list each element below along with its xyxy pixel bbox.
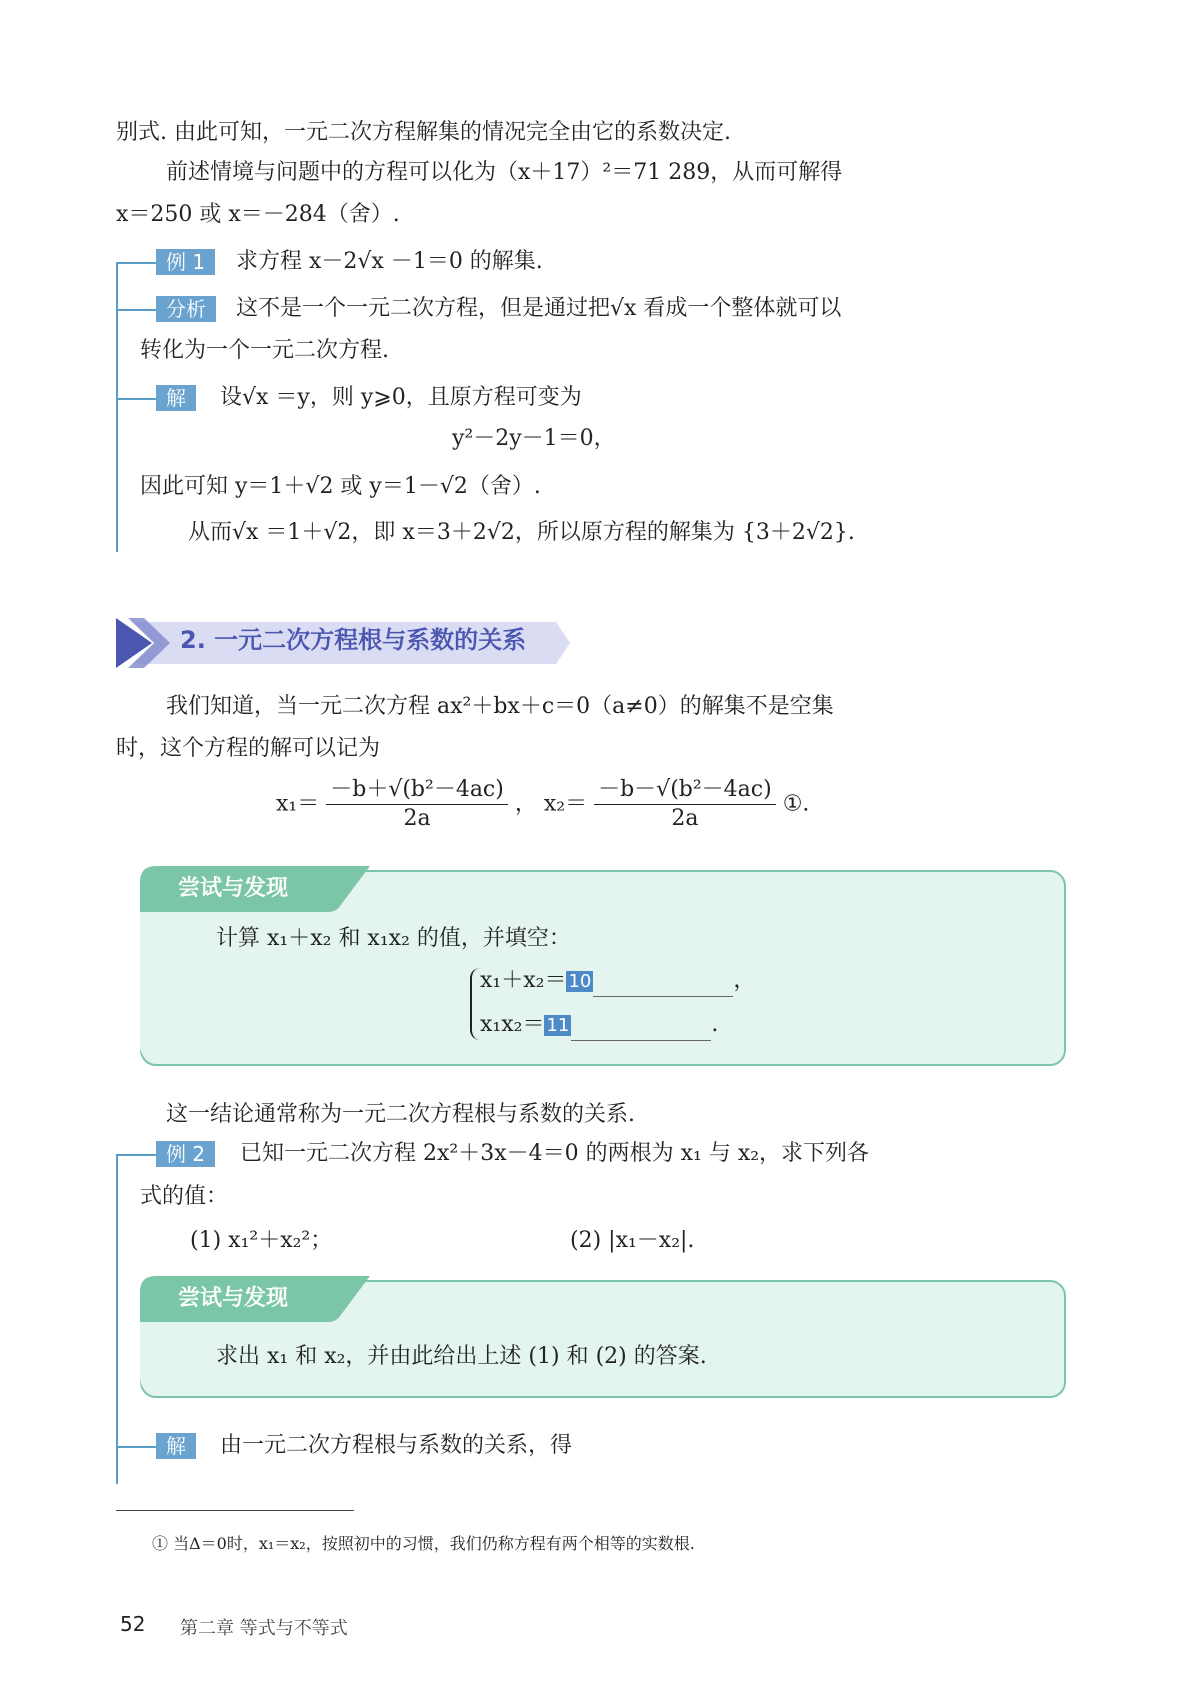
sum-value-field[interactable]: 10 (568, 971, 592, 992)
formula-separator: ， (514, 791, 537, 817)
x2-numerator: －b－√(b²－4ac) (594, 776, 776, 805)
solution1-line-2: 因此可知 y＝1＋√2 或 y＝1－√2（舍）. (140, 474, 541, 499)
product-value-field[interactable]: 11 (546, 1015, 570, 1036)
solution1-tag-connector (116, 398, 156, 400)
footnote: ① 当Δ＝0时，x₁＝x₂，按照初中的习惯，我们仍称方程有两个相等的实数根. (152, 1534, 695, 1553)
solution1-line-3: 从而√x ＝1＋√2，即 x＝3＋2√2，所以原方程的解集为 {3＋2√2}. (188, 520, 855, 545)
solution2-tag-connector (116, 1446, 156, 1448)
section-title: 2. 一元二次方程根与系数的关系 (180, 626, 527, 654)
try-box-1-instruction: 计算 x₁＋x₂ 和 x₁x₂ 的值，并填空： (216, 926, 571, 951)
sum-label: x₁＋x₂＝ (480, 968, 567, 993)
x1-numerator: －b＋√(b²－4ac) (326, 776, 508, 805)
product-row (480, 1010, 718, 1041)
x1-denominator: 2a (403, 806, 431, 831)
solution2-tag: 解 (156, 1433, 196, 1459)
chapter-title: 第二章 等式与不等式 (180, 1618, 348, 1639)
analysis-line-1: 这不是一个一元二次方程，但是通过把√x 看成一个整体就可以 (236, 296, 842, 321)
section-paragraph-1: 我们知道，当一元二次方程 ax²＋bx＋c＝0（a≠0）的解集不是空集 (166, 694, 834, 719)
x2-fraction (594, 776, 776, 833)
analysis-tag: 分析 (156, 296, 216, 322)
conclusion-line: 这一结论通常称为一元二次方程根与系数的关系. (166, 1102, 635, 1127)
root-formula (276, 776, 809, 836)
text-line-3: x＝250 或 x＝－284（舍）. (116, 202, 400, 227)
x1-label: x₁＝ (276, 791, 320, 817)
solution1-line-1: 设√x ＝y，则 y⩾0，且原方程可变为 (220, 385, 582, 410)
section-paragraph-2: 时，这个方程的解可以记为 (116, 736, 381, 761)
x2-denominator: 2a (671, 806, 699, 831)
solution1-equation: y²－2y－1＝0， (452, 426, 616, 451)
sum-row (480, 966, 755, 997)
example2-bracket-line (116, 1154, 118, 1484)
example2-part-1: (1) x₁²＋x₂²； (190, 1228, 333, 1253)
sum-blank-line (593, 974, 733, 997)
example1-bracket-line (116, 262, 118, 552)
footnote-marker: ①. (782, 791, 810, 817)
example2-question-2: 式的值： (140, 1184, 229, 1209)
x1-fraction (326, 776, 508, 833)
example1-question: 求方程 x－2√x －1＝0 的解集. (236, 249, 543, 274)
try-box-2-instruction: 求出 x₁ 和 x₂，并由此给出上述 (1) 和 (2) 的答案. (216, 1344, 707, 1369)
page-number: 52 (120, 1612, 146, 1636)
product-blank-line (571, 1018, 711, 1041)
solution2-line: 由一元二次方程根与系数的关系，得 (220, 1433, 573, 1458)
example2-tag: 例 2 (156, 1141, 215, 1167)
text-line-1: 别式. 由此可知，一元二次方程解集的情况完全由它的系数决定. (116, 120, 731, 145)
x2-label: x₂＝ (543, 791, 588, 817)
analysis-line-2: 转化为一个一元二次方程. (140, 338, 389, 363)
text-line-2: 前述情境与问题中的方程可以化为（x＋17）²＝71 289，从而可解得 (166, 160, 843, 185)
sum-end: ， (733, 968, 756, 993)
footnote-rule (116, 1510, 354, 1511)
solution1-tag: 解 (156, 385, 196, 411)
example1-tag-connector (116, 262, 156, 264)
example2-question-1: 已知一元二次方程 2x²＋3x－4＝0 的两根为 x₁ 与 x₂，求下列各 (240, 1141, 870, 1166)
product-label: x₁x₂＝ (480, 1012, 545, 1037)
try-box-2-label: 尝试与发现 (178, 1286, 289, 1311)
example2-part-2: (2) |x₁－x₂|. (570, 1228, 695, 1253)
try-box-1-label: 尝试与发现 (178, 876, 289, 901)
example2-tag-connector (116, 1154, 156, 1156)
product-end: . (711, 1012, 719, 1037)
analysis-tag-connector (116, 309, 156, 311)
example1-tag: 例 1 (156, 249, 215, 275)
